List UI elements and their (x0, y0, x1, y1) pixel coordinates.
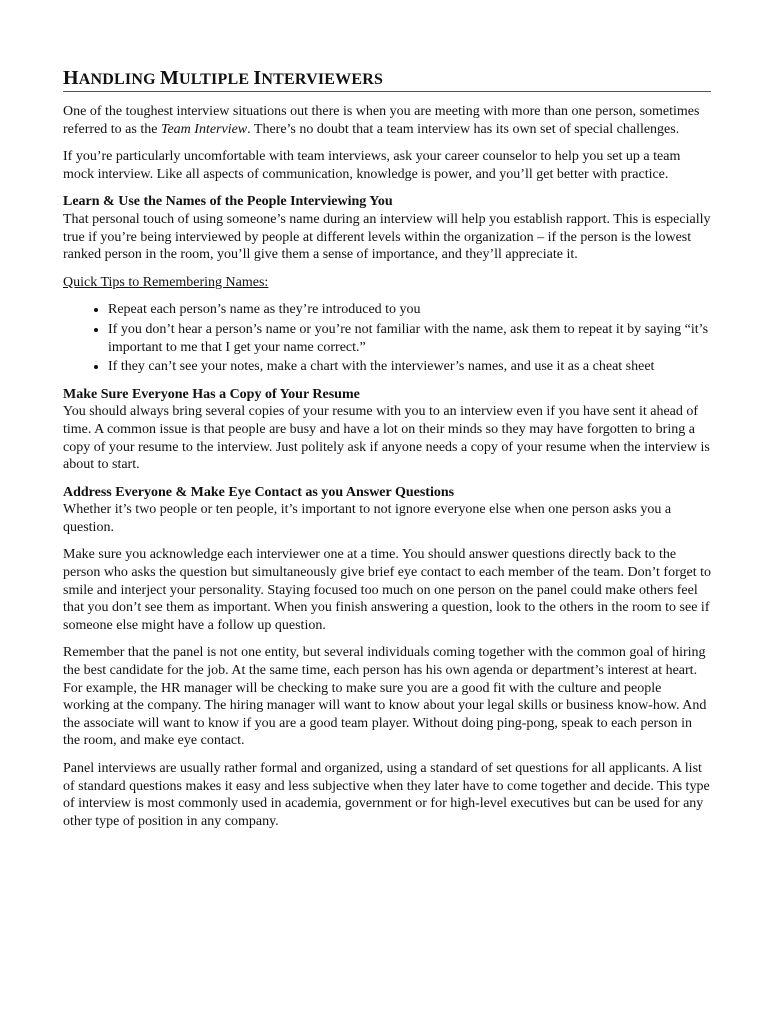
eye-contact-paragraph-3: Remember that the panel is not one entity, but several individuals coming together with the common goal of hiring the best candidate for the job. At the same time, each person has his own agenda or department’s interest at heart. For example, the HR manager will be checking to make sure you are a good fit with the culture and people working at the company. The hiring manager will want to know about your legal skills or business know-how. And the associate will want to know if you are a good team player. Without doing ping-pong, speak to each person in the room, and make eye contact. (63, 645, 707, 749)
section-resume-heading: Make Sure Everyone Has a Copy of Your Resume (63, 386, 360, 402)
eye-contact-paragraph-4: Panel interviews are usually rather formal and organized, using a standard of set questions for all applicants. A list of standard questions makes it easy and less subjective when they later have to come together and decide. This type of interview is most commonly used in academia, government or for high-level executives but can be used for any other type of position in any company. (63, 761, 710, 829)
tips-heading: Quick Tips to Remembering Names: (63, 274, 269, 290)
tips-list-item: • If they can’t see your notes, make a chart with the interviewer’s names, and use it as a cheat sheet (108, 358, 711, 376)
eye-contact-paragraph-2: Make sure you acknowledge each interviewer one at a time. You should answer questions directly back to the person who asks the question but simultaneously give brief eye contact to each member of the team. Don’t forget to smile and interject your personality. Staying focused too much on one person on the panel could make others feel that you don’t see them as important. When you finish answering a question, look to the others in the room to see if someone else might have a follow up question. (63, 547, 711, 633)
document-title (63, 68, 711, 92)
section-resume (63, 386, 711, 474)
tips-heading-paragraph (63, 274, 711, 292)
section-names-heading: Learn & Use the Names of the People Interviewing You (63, 194, 393, 210)
intro-italic: Team Interview (160, 121, 248, 137)
intro-paragraph (63, 103, 711, 138)
section-names-body: That personal touch of using someone’s name during an interview will help you establish rapport. This is especially true if you’re being interviewed by people at different levels within the organization – if the person is the lowest ranked person in the room, you’ll give them a sense of importance, and they’ll appreciate it. (63, 211, 711, 263)
tips-list-item: • Repeat each person’s name as they’re introduced to you (108, 301, 711, 319)
title-rest-3: NTERVIEWERS (261, 71, 384, 88)
title-cap-2: M (159, 67, 180, 89)
tips-list (63, 301, 711, 375)
section-eye-contact (63, 484, 711, 537)
intro-paragraph-2: If you’re particularly uncomfortable with team interviews, ask your career counselor to help you set up a team mock interview. Like all aspects of communication, knowledge is power, and you’ll get better with practice. (63, 149, 681, 182)
section-resume-body: You should always bring several copies of your resume with you to an interview even if you have sent it ahead of time. A common issue is that people are busy and have a lot on their minds so they may have forgotten to bring a copy of your resume to the interview. Just politely ask if anyone needs a copy of your resume when the interview is about to start. (63, 404, 710, 473)
title-rest-1: ANDLING (78, 71, 160, 88)
section-eye-contact-heading: Address Everyone & Make Eye Contact as you Answer Questions (63, 484, 455, 500)
intro-text-a: One of the toughest interview situations out there is when you are meeting with more than one person, sometimes referred to as the (63, 104, 700, 137)
document-page (63, 68, 711, 840)
title-cap-3: I (253, 67, 262, 89)
section-eye-contact-body: Whether it’s two people or ten people, it’s important to not ignore everyone else when one person asks you a question. (63, 502, 672, 535)
title-rest-2: ULTIPLE (179, 71, 254, 88)
tips-list-item: • If you don’t hear a person’s name or you’re not familiar with the name, ask them to repeat it by saying “it’s important to me that I get your name correct.” (108, 321, 711, 356)
intro-text-b: . There’s no doubt that a team interview has its own set of special challenges. (247, 121, 680, 137)
title-cap-1: H (63, 67, 79, 89)
section-names (63, 193, 711, 263)
